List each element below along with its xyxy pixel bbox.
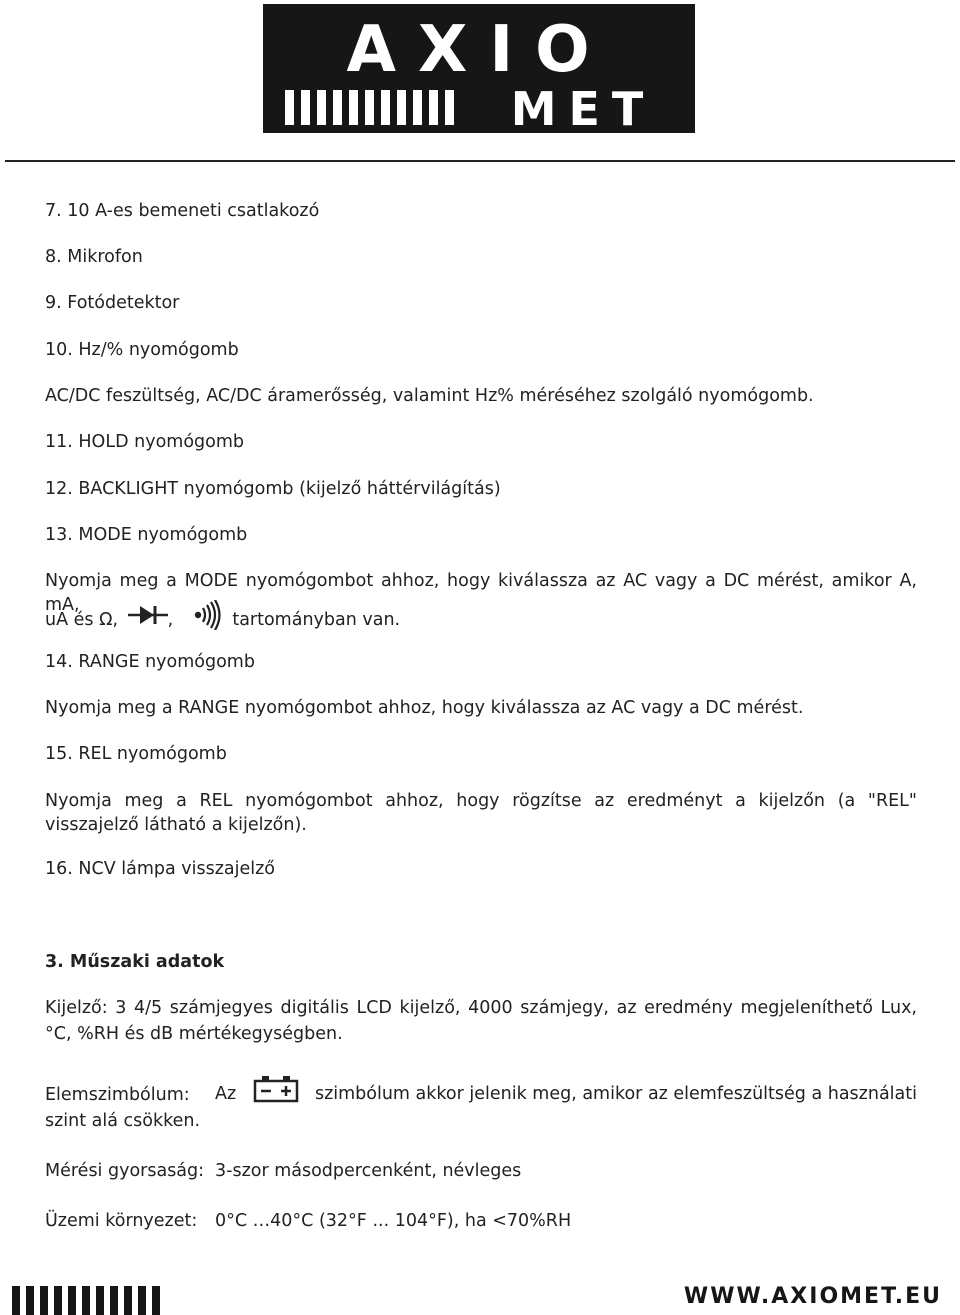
spec-speed-label: Mérési gyorsaság: xyxy=(45,1161,205,1181)
logo-bars xyxy=(285,90,454,125)
item-10-description: AC/DC feszültség, AC/DC áramerősség, valamint Hz% méréséhez szolgáló nyomógomb. xyxy=(45,386,814,406)
logo-text-top: AXIO xyxy=(346,13,612,87)
spec-battery-continuation: szint alá csökken. xyxy=(45,1111,201,1131)
spec-speed-value: 3-szor másodpercenként, névleges xyxy=(215,1161,522,1181)
item-14: 14. RANGE nyomógomb xyxy=(45,652,255,672)
axiomet-logo xyxy=(263,4,695,133)
spec-env-value: 0°C …40°C (32°F ... 104°F), ha <70%RH xyxy=(215,1211,572,1231)
item-16: 16. NCV lámpa visszajelző xyxy=(45,859,276,879)
item-11: 11. HOLD nyomógomb xyxy=(45,432,244,452)
mode-ranges-text: uA és Ω, xyxy=(45,610,119,630)
item-15-description: Nyomja meg a REL nyomógombot ahhoz, hogy rögzítse az eredményt a kijelzőn (a "REL" visszajelző látható a kijelzőn). xyxy=(45,791,917,835)
battery-icon xyxy=(253,1075,299,1113)
item-13: 13. MODE nyomógomb xyxy=(45,525,248,545)
battery-text-end: szimbólum akkor jelenik meg, amikor az elemfeszültség a használati xyxy=(314,1084,917,1104)
battery-text-start: Az xyxy=(215,1084,237,1104)
section-heading-specs: 3. Műszaki adatok xyxy=(45,952,225,972)
footer-bars-decoration xyxy=(12,1286,160,1315)
spec-battery-value xyxy=(215,1075,917,1113)
spec-display: Kijelző: 3 4/5 számjegyes digitális LCD kijelző, 4000 számjegy, az eredmény megjeleníthető Lux, °C, %RH és dB mértékegységben. xyxy=(45,998,917,1044)
comma: , xyxy=(167,610,174,630)
diode-icon xyxy=(128,604,168,636)
item-7: 7. 10 A-es bemeneti csatlakozó xyxy=(45,201,320,221)
spec-battery-label: Elemszimbólum: xyxy=(45,1085,190,1105)
spec-env-label: Üzemi környezet: xyxy=(45,1211,198,1231)
item-13-description-line2 xyxy=(45,600,400,640)
mode-ranges-tail: tartományban van. xyxy=(232,610,401,630)
item-15: 15. REL nyomógomb xyxy=(45,744,227,764)
item-14-description: Nyomja meg a RANGE nyomógombot ahhoz, hogy kiválassza az AC vagy a DC mérést. xyxy=(45,698,804,718)
continuity-buzzer-icon xyxy=(193,600,223,640)
item-13-description: Nyomja meg a MODE nyomógombot ahhoz, hogy kiválassza az AC vagy a DC mérést, amikor A, mA, xyxy=(45,571,917,615)
item-10: 10. Hz/% nyomógomb xyxy=(45,340,239,360)
footer-website-url: WWW.AXIOMET.EU xyxy=(683,1284,942,1309)
logo-text-bottom: MET xyxy=(510,82,656,133)
item-8: 8. Mikrofon xyxy=(45,247,143,267)
item-9: 9. Fotódetektor xyxy=(45,293,180,313)
header-divider xyxy=(5,160,955,162)
item-12: 12. BACKLIGHT nyomógomb (kijelző háttérvilágítás) xyxy=(45,479,501,499)
